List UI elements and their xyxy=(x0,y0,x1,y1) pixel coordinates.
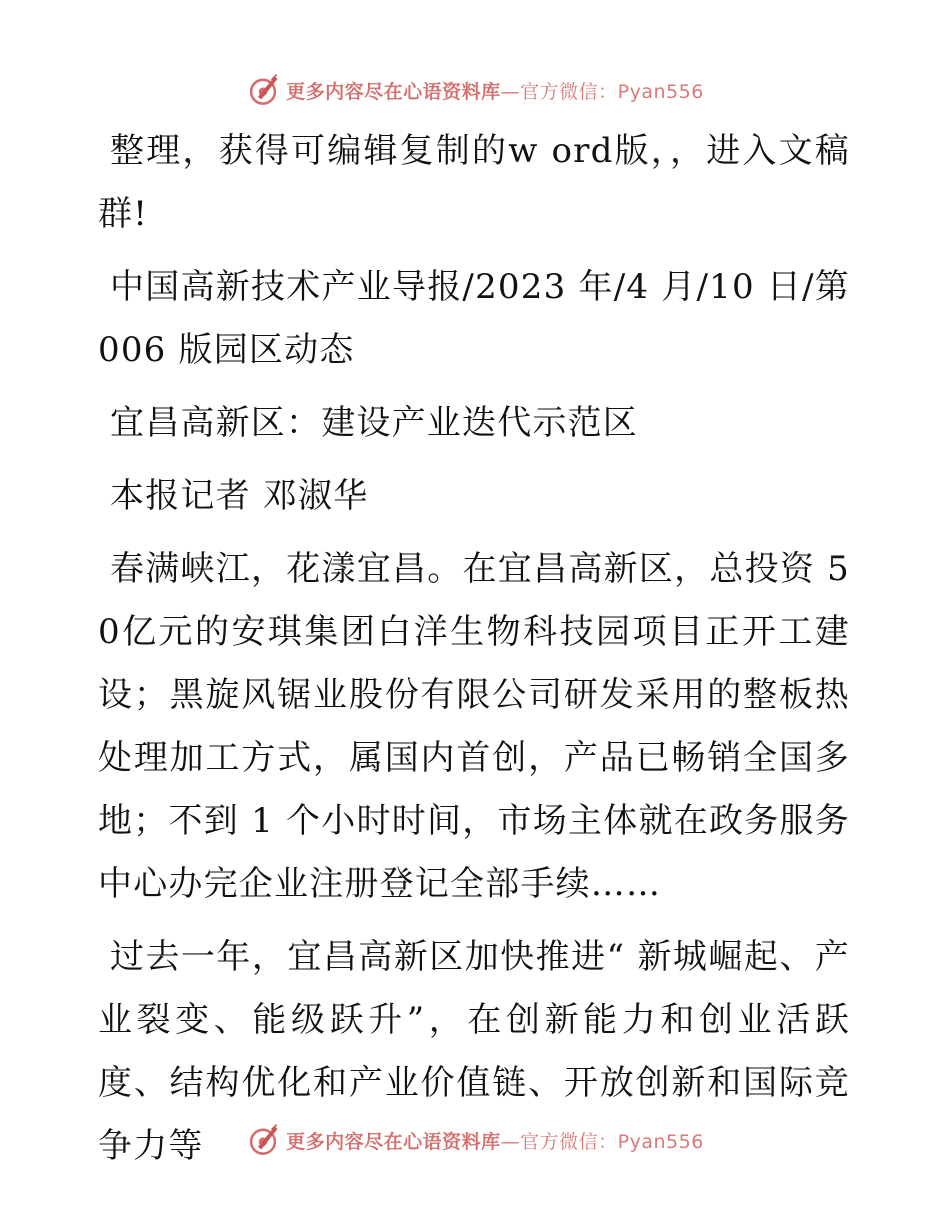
watermark-dash-footer: — xyxy=(500,1130,521,1153)
body-paragraph-2: 过去一年，宜昌高新区加快推进“ 新城崛起、产业裂变、能级跃升”，在创新能力和创业活跃度、结构优化和产业价值链、开放创新和国际竞争力等 xyxy=(98,937,850,1166)
article-body xyxy=(98,120,850,1188)
watermark-dash: — xyxy=(500,80,521,103)
body-paragraph-1: 春满峡江，花漾宜昌。在宜昌高新区，总投资 50亿元的安琪集团白洋生物科技园项目正开工建设；黑旋风锯业股份有限公司研发采用的整板热处理加工方式，属国内首创，产品已畅销全国多地；不到 1 个小时时间，市场主体就在政务服务中心办完企业注册登记全部手续…… xyxy=(98,549,850,904)
watermark-text xyxy=(286,77,704,104)
watermark-group-footer xyxy=(246,1123,704,1157)
watermark-wechat-text: 官方微信：Pyan556 xyxy=(520,80,704,103)
watermark-wechat-text-footer: 官方微信：Pyan556 xyxy=(520,1130,704,1153)
watermark-main-text-footer: 更多内容尽在心语资料库 xyxy=(286,1130,501,1153)
quill-pen-logo-icon xyxy=(246,73,280,107)
quill-pen-logo-icon xyxy=(246,1123,280,1157)
source-line: 中国高新技术产业导报/2023 年/4 月/10 日/第006 版园区动态 xyxy=(98,267,850,370)
intro-paragraph: 整理，获得可编辑复制的w ord版，，进入文稿群! xyxy=(98,131,850,234)
reporter-line: 本报记者 邓淑华 xyxy=(110,476,369,516)
watermark-group xyxy=(246,73,704,107)
footer-watermark xyxy=(0,1120,950,1160)
watermark-text-footer xyxy=(286,1127,704,1154)
article-title: 宜昌高新区：建设产业迭代示范区 xyxy=(110,403,638,443)
watermark-main-text: 更多内容尽在心语资料库 xyxy=(286,80,501,103)
header-watermark xyxy=(0,70,950,110)
